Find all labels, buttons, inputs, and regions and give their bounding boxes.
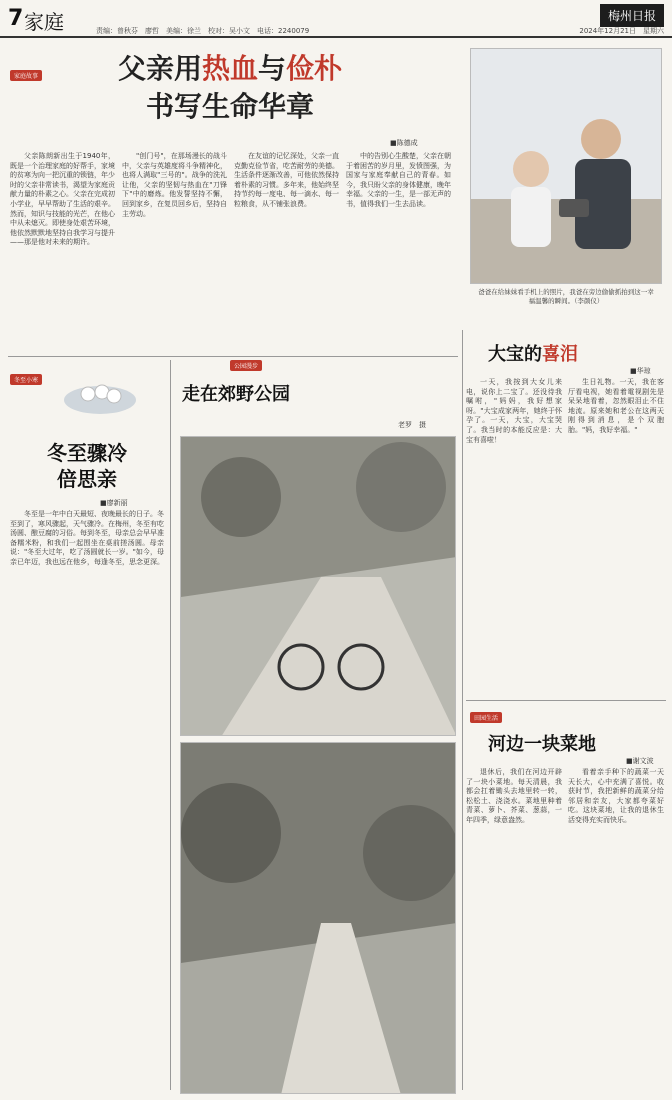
feature-headline bbox=[10, 50, 450, 126]
dabao-column-1 bbox=[466, 378, 562, 678]
paragraph: 父亲陈朗新出生于1940年，既是一个治理家庭的好帮手，家境的贫寒为向一把沉重的锁链，年少时的父亲非常读书，渴望为家庭贡献力量的朴素之心。父亲在完成初小学业，早早帮助了生活的艰辛。然而，知识与技能的光芒，在他心中从未熄灭。即使身处艰苦环境，他依然默默地坚持自我学习与提升——那是他对未来的期许。 bbox=[10, 152, 115, 247]
feature-column-2 bbox=[122, 152, 227, 352]
jiaoye-tag: 公园漫步 bbox=[230, 360, 262, 371]
park-illustration bbox=[181, 437, 456, 736]
page-number: 7 bbox=[8, 6, 24, 31]
column-divider bbox=[462, 330, 463, 1090]
headline-line2: 书写生命华章 bbox=[145, 90, 314, 123]
section-divider bbox=[466, 700, 666, 701]
photo-caption: 爸爸在给妹妹看手机上的照片，我爸在旁边偷偷抓拍到这一幸福温馨的瞬间。（李颜仪） bbox=[478, 288, 654, 305]
column-divider bbox=[170, 360, 171, 1090]
trail-illustration bbox=[181, 743, 456, 1094]
jiaoye-headline: 走在郊野公园 bbox=[182, 384, 290, 405]
dongzhi-byline: ■廖新丽 bbox=[100, 499, 128, 507]
caidi-headline: 河边一块菜地 bbox=[488, 734, 596, 755]
headline-highlight: 俭朴 bbox=[286, 52, 343, 85]
feature-column-3 bbox=[234, 152, 339, 352]
headline-line1: 冬至骤冷 bbox=[47, 441, 127, 465]
caidi-column-2 bbox=[568, 768, 664, 1090]
paragraph: 中的告别心生酸楚，父亲在朝于着困苦的岁月里，发愤图强，为国家与家庭奉献自己的青春。如今，我只盼父亲的身体健康，晚年幸福。父亲的一生，是一部无声的书，值得我们一生去品读。 bbox=[346, 152, 451, 208]
dongzhi-tag: 冬至小寒 bbox=[10, 374, 42, 385]
headline-part: 父亲用 bbox=[117, 52, 202, 85]
headline-part: 大宝的 bbox=[488, 344, 542, 365]
feature-column-4 bbox=[346, 152, 451, 352]
caidi-column-1 bbox=[466, 768, 562, 1090]
caidi-tag: 田园生活 bbox=[470, 712, 502, 723]
paragraph: 一天，我按到大女儿来电，说你上二宝了。还没待我嘱咐，"妈妈，我好想家呀。"大宝成家两年，她终于怀孕了。一天，大宝，大宝哭了。我当时的本能反应是：大宝有喜啦！ bbox=[466, 378, 562, 444]
headline-highlight: 热血 bbox=[201, 52, 258, 85]
headline-part: 与 bbox=[258, 52, 287, 85]
dabao-headline bbox=[488, 340, 578, 366]
editor-credits: 责编：曾秋芬 廖哲 美编：徐兰 校对：吴小文 电话：2240079 bbox=[96, 27, 310, 35]
feature-byline: ■陈德成 bbox=[390, 139, 418, 147]
newspaper-masthead: 梅州日报 bbox=[600, 4, 664, 27]
park-photo-2 bbox=[180, 742, 456, 1094]
tangyuan-bowl-icon bbox=[60, 378, 140, 418]
section-name: 家庭 bbox=[24, 10, 64, 34]
paragraph: "创门号"，在那场漫长的战斗中，父亲与英雄度将斗争精神化，也将人满取"三号的"。战争的洗礼让他，父亲的坚韧与热血在"刀锋下"中的磨炼。他发誓坚持不懈，回到家乡，在复员回乡后，坚持自主劳动。 bbox=[122, 152, 227, 218]
paragraph: 退休后，我们在河边开辟了一块小菜地。每天清晨，我都会扛着锄头去地里转一转，松松土、浇浇水。菜地里种着青菜、萝卜、芥菜、葱蒜，一年四季，绿意盎然。 bbox=[466, 768, 562, 824]
issue-date: 2024年12月21日 星期六 bbox=[579, 27, 664, 35]
paragraph: 看着亲手种下的蔬菜一天天长大，心中充满了喜悦。收获时节，我把新鲜的蔬菜分给邻居和亲友，大家都夸菜好吃。这块菜地，让我的退休生活变得充实而快乐。 bbox=[568, 768, 664, 824]
feature-tag: 家庭故事 bbox=[10, 70, 42, 81]
section-divider bbox=[8, 356, 458, 357]
page-header bbox=[0, 0, 672, 38]
headline-line2: 倍思亲 bbox=[57, 467, 117, 491]
paragraph: 冬至是一年中白天最短、夜晚最长的日子。冬至到了，寒风骤起，天气骤冷。在梅州，冬至有吃汤圆、酿豆腐的习俗。每到冬至，母亲总会早早准备糯米粉，和我们一起围坐在桌前搓汤圆。母亲说："冬至大过年，吃了汤圆就长一岁。"如今，母亲已年迈，我也远在他乡，每逢冬至，思念更深。 bbox=[10, 510, 164, 566]
dabao-byline: ■华琼 bbox=[630, 367, 651, 375]
dongzhi-headline bbox=[22, 440, 152, 492]
feature-column-1 bbox=[10, 152, 115, 352]
park-photo-1 bbox=[180, 436, 456, 736]
family-photo bbox=[470, 48, 662, 284]
paragraph: 生日礼物。一天，我在客厅看电视，她看着電视剧先是呆呆地看着，忽然眼泪止不住地流。原来她和老公在这两天刚得到消息，是个双胞胎。"妈，我好幸福。" bbox=[568, 378, 664, 434]
dongzhi-column bbox=[10, 510, 164, 1090]
headline-highlight: 喜泪 bbox=[542, 344, 578, 365]
jiaoye-byline: 老罗 摄 bbox=[398, 421, 426, 429]
paragraph: 在友谊的记忆深处，父亲一直克勤克俭节省，吃苦耐劳的美德。生活条件逐渐改善，可他依然保持着朴素的习惯。多年来，他始终坚持节约每一度电、每一滴水、每一粒粮食，从不铺张浪费。 bbox=[234, 152, 339, 208]
photo-illustration bbox=[471, 49, 662, 284]
dabao-column-2 bbox=[568, 378, 664, 678]
caidi-byline: ■谢文波 bbox=[626, 757, 654, 765]
